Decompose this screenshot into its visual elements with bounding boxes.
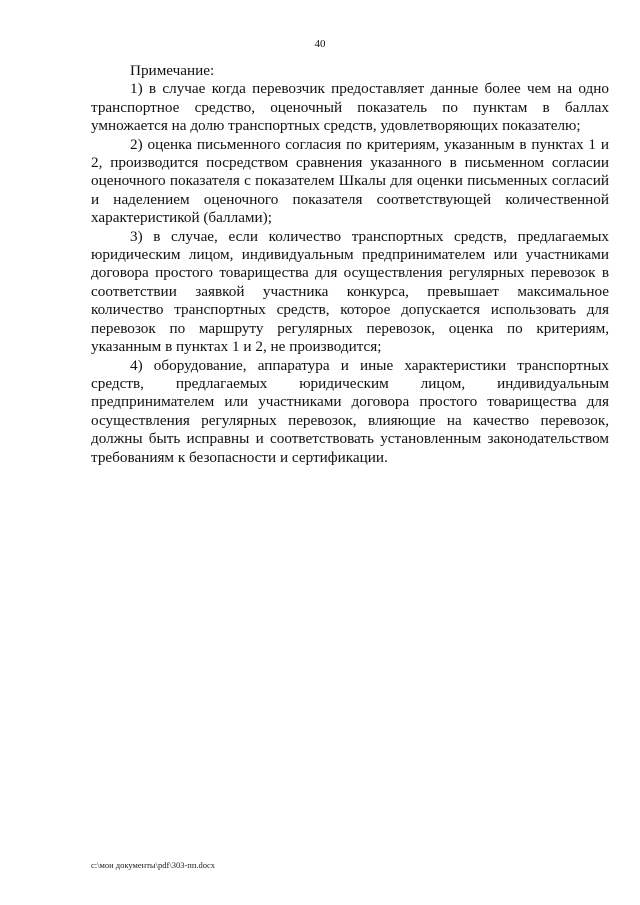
note-item-4: 4) оборудование, аппаратура и иные характеристики транспортных средств, предлагаемых юридическим лицом, индивидуальным предпринимателем или участниками договора простого товарищества для осуществления регулярных перевозок, влияющие на качество перевозок, должны быть исправны и соответствовать установленным законодательством требованиям к безопасности и сертификации.: [91, 356, 609, 466]
document-body: [91, 62, 609, 467]
footer-file-path: c:\мои документы\pdf\303-пп.docx: [91, 860, 216, 870]
note-heading: Примечание:: [130, 62, 215, 79]
note-item-2: 2) оценка письменного согласия по критериям, указанным в пунктах 1 и 2, производится посредством сравнения указанного в письменном согласии оценочного показателя с показателем Шкалы для оценки письменных согласий и наделением оценочного показателя соответствующей количественной характеристикой (баллами);: [91, 135, 609, 227]
note-item-1: 1) в случае когда перевозчик предоставляет данные более чем на одно транспортное средство, оценочный показатель по пунктам в баллах умножается на долю транспортных средств, удовлетворяющих показателю;: [91, 80, 609, 135]
page-number: 40: [314, 38, 326, 50]
note-item-3: 3) в случае, если количество транспортных средств, предлагаемых юридическим лицом, индивидуальным предпринимателем или участниками договора простого товарищества для осуществления регулярных перевозок в соответствии заявкой участника конкурса, превышает максимальное количество транспортных средств, которое допускается использовать для перевозок по маршруту регулярных перевозок, оценка по критериям, указанным в пунктах 1 и 2, не производится;: [91, 227, 609, 356]
